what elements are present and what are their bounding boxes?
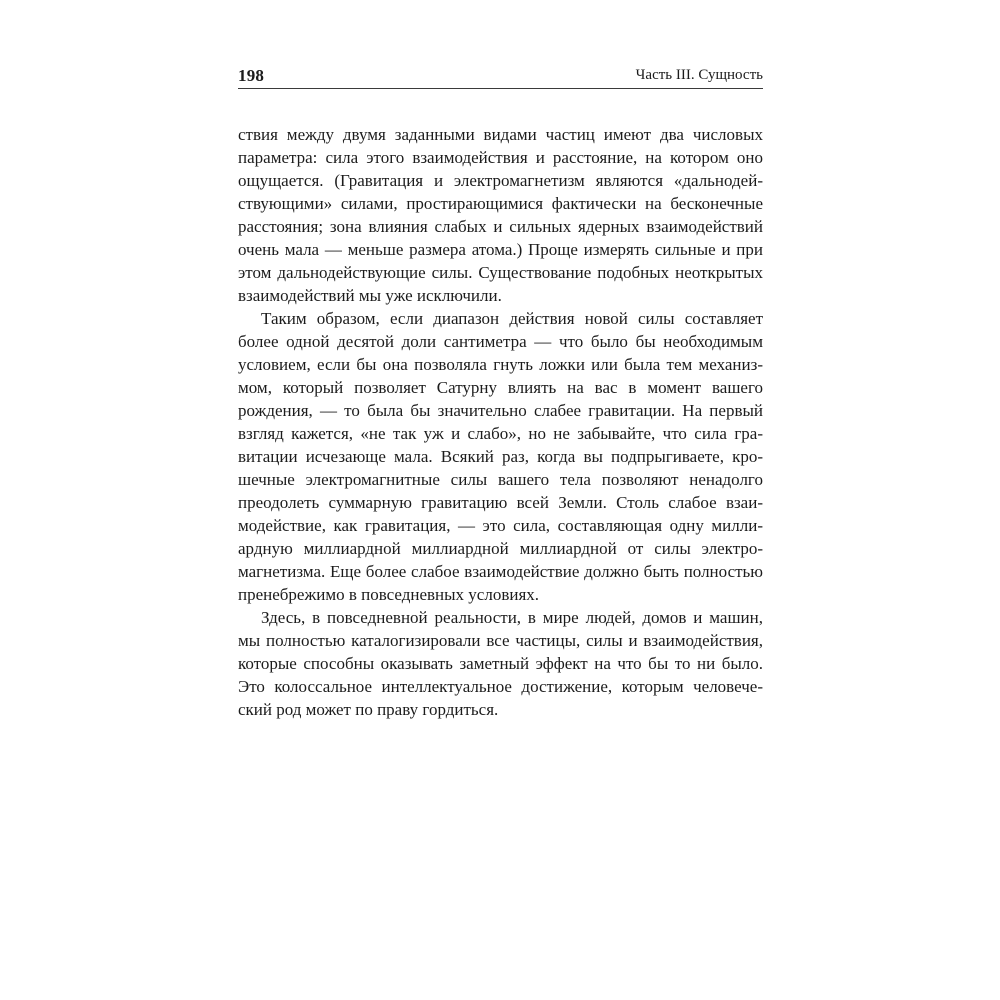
page-header [238, 62, 763, 89]
text-line: Таким образом, если диапазон действия новой силы составляет [261, 309, 763, 328]
page-number: 198 [238, 66, 265, 85]
text-line: взгляд кажется, «не так уж и слабо», но не забывайте, что сила гра- [238, 424, 763, 443]
text-line: которые способны оказывать заметный эффект на что бы то ни было. [238, 654, 763, 673]
text-line: ардную миллиардной миллиардной миллиардной от силы электро- [238, 539, 763, 558]
book-page [238, 62, 763, 721]
text-line: этом дальнодействующие силы. Существование подобных неоткрытых [238, 263, 763, 282]
text-line: магнетизма. Еще более слабое взаимодействие должно быть полностью [238, 562, 763, 581]
text-line: условием, если бы она позволяла гнуть ложки или была тем механиз- [238, 355, 763, 374]
paragraph [238, 307, 763, 606]
text-line: Здесь, в повседневной реальности, в мире людей, домов и машин, [261, 608, 763, 627]
text-line: рождения, — то была бы значительно слабее гравитации. На первый [238, 401, 763, 420]
text-line: Это колоссальное интеллектуальное достижение, которым человече- [238, 677, 763, 696]
text-line: ствия между двумя заданными видами частиц имеют два числовых [238, 125, 763, 144]
text-line: ствующими» силами, простирающимися фактически на бесконечные [238, 194, 763, 213]
running-title: Часть III. Сущность [635, 67, 763, 83]
text-line: параметра: сила этого взаимодействия и расстояние, на котором оно [238, 148, 763, 167]
text-line: модействие, как гравитация, — это сила, составляющая одну милли- [238, 516, 763, 535]
text-line: мы полностью каталогизировали все частицы, силы и взаимодействия, [238, 631, 763, 650]
text-line: взаимодействий мы уже исключили. [238, 286, 502, 305]
text-line: преодолеть суммарную гравитацию всей Земли. Столь слабое взаи- [238, 493, 763, 512]
body-text [238, 123, 763, 721]
text-line: более одной десятой доли сантиметра — что было бы необходимым [238, 332, 763, 351]
paragraph [238, 606, 763, 721]
text-line: пренебрежимо в повседневных условиях. [238, 585, 540, 604]
paragraph [238, 123, 763, 307]
text-line: расстояния; зона влияния слабых и сильных ядерных взаимодействий [238, 217, 763, 236]
text-line: мом, который позволяет Сатурну влиять на вас в момент вашего [238, 378, 763, 397]
text-line: витации исчезающе мала. Всякий раз, когда вы подпрыгиваете, кро- [238, 447, 763, 466]
text-line: ощущается. (Гравитация и электромагнетизм являются «дальнодей- [238, 171, 763, 190]
text-line: ский род может по праву гордиться. [238, 700, 499, 719]
text-line: шечные электромагнитные силы вашего тела позволяют ненадолго [238, 470, 763, 489]
text-line: очень мала — меньше размера атома.) Проще измерять сильные и при [238, 240, 763, 259]
